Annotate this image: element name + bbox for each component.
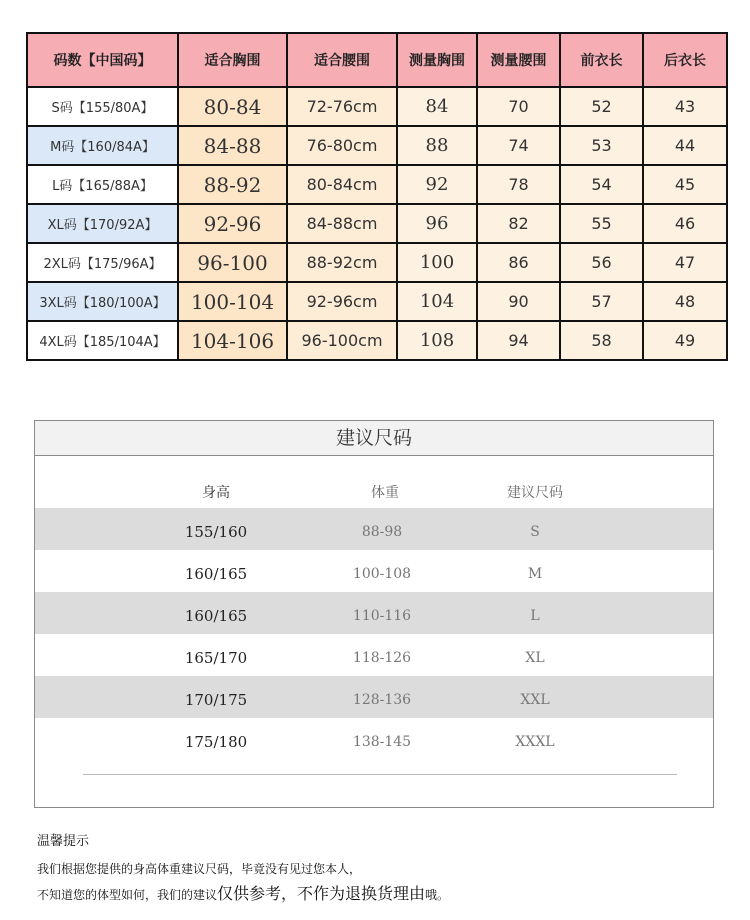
table-row — [27, 165, 727, 204]
cell-back-length: 48 — [643, 282, 727, 321]
table-row — [27, 282, 727, 321]
cell-fit-chest: 100-104 — [178, 282, 287, 321]
recommendation-row — [35, 676, 713, 718]
cell-height: 160/165 — [184, 607, 248, 625]
cell-weight: 88-98 — [361, 524, 403, 540]
cell-back-length: 49 — [643, 321, 727, 360]
recommendation-row — [35, 718, 713, 760]
cell-front-length: 55 — [560, 204, 643, 243]
cell-size: XXL — [520, 692, 550, 708]
cell-measured-waist: 74 — [477, 126, 560, 165]
tips-text-line-1: 我们根据您提供的身高体重建议尺码，毕竟没有见过您本人， — [37, 862, 362, 876]
cell-front-length: 58 — [560, 321, 643, 360]
header-front-length: 前衣长 — [560, 33, 643, 87]
cell-height: 170/175 — [184, 691, 248, 709]
cell-fit-chest: 84-88 — [178, 126, 287, 165]
cell-fit-chest: 80-84 — [178, 87, 287, 126]
cell-back-length: 47 — [643, 243, 727, 282]
cell-size: XL码【170/92A】 — [27, 204, 178, 243]
recommendation-header-row — [35, 456, 713, 508]
cell-measured-waist: 90 — [477, 282, 560, 321]
header-back-length: 后衣长 — [643, 33, 727, 87]
header-measured-waist: 测量腰围 — [477, 33, 560, 87]
recommendation-row — [35, 550, 713, 592]
cell-front-length: 56 — [560, 243, 643, 282]
cell-fit-chest: 88-92 — [178, 165, 287, 204]
header-measured-chest: 测量胸围 — [397, 33, 477, 87]
recommendation-row — [35, 634, 713, 676]
cell-size: XXXL — [515, 734, 555, 750]
header-fit-chest: 适合胸围 — [178, 33, 287, 87]
cell-fit-waist: 76-80cm — [287, 126, 397, 165]
cell-measured-chest: 104 — [397, 282, 477, 321]
cell-weight: 138-145 — [352, 734, 412, 750]
recommendation-divider — [83, 774, 677, 775]
cell-fit-waist: 92-96cm — [287, 282, 397, 321]
cell-height: 165/170 — [184, 649, 248, 667]
header-weight: 体重 — [371, 485, 399, 501]
cell-measured-waist: 94 — [477, 321, 560, 360]
cell-measured-waist: 78 — [477, 165, 560, 204]
table-row — [27, 321, 727, 360]
cell-fit-waist: 96-100cm — [287, 321, 397, 360]
cell-front-length: 52 — [560, 87, 643, 126]
cell-fit-chest: 96-100 — [178, 243, 287, 282]
cell-measured-chest: 108 — [397, 321, 477, 360]
size-recommendation-panel — [34, 420, 714, 808]
cell-size: L码【165/88A】 — [27, 165, 178, 204]
cell-size: XL — [525, 650, 545, 666]
header-size: 码数【中国码】 — [27, 33, 178, 87]
cell-fit-waist: 72-76cm — [287, 87, 397, 126]
cell-size: 4XL码【185/104A】 — [27, 321, 178, 360]
cell-back-length: 43 — [643, 87, 727, 126]
table-row — [27, 126, 727, 165]
cell-fit-waist: 84-88cm — [287, 204, 397, 243]
cell-height: 155/160 — [184, 523, 248, 541]
table-row — [27, 87, 727, 126]
cell-size: 3XL码【180/100A】 — [27, 282, 178, 321]
cell-measured-waist: 82 — [477, 204, 560, 243]
tips-emphasis-text: 仅供参考，不作为退换货理由 — [217, 884, 426, 903]
cell-size: 2XL码【175/96A】 — [27, 243, 178, 282]
tips-text-line-2-start: 不知道您的体型如何，我们的建议 — [37, 888, 218, 902]
cell-measured-chest: 100 — [397, 243, 477, 282]
table-row — [27, 243, 727, 282]
cell-height: 175/180 — [184, 733, 248, 751]
cell-weight: 118-126 — [352, 650, 412, 666]
size-chart-header-row — [27, 33, 727, 87]
cell-height: 160/165 — [184, 565, 248, 583]
recommendation-row — [35, 592, 713, 634]
cell-front-length: 54 — [560, 165, 643, 204]
cell-back-length: 45 — [643, 165, 727, 204]
tips-text-line-2 — [37, 881, 449, 904]
recommendation-row — [35, 508, 713, 550]
cell-weight: 100-108 — [352, 566, 412, 582]
recommendation-title: 建议尺码 — [35, 421, 713, 456]
cell-size: S码【155/80A】 — [27, 87, 178, 126]
cell-measured-chest: 96 — [397, 204, 477, 243]
cell-weight: 128-136 — [352, 692, 412, 708]
cell-back-length: 46 — [643, 204, 727, 243]
cell-fit-chest: 104-106 — [178, 321, 287, 360]
cell-back-length: 44 — [643, 126, 727, 165]
tips-text-line-2-end: 哦。 — [425, 888, 450, 902]
header-recommended-size: 建议尺码 — [507, 485, 563, 501]
cell-measured-waist: 70 — [477, 87, 560, 126]
tips-title: 温馨提示 — [37, 834, 90, 849]
size-chart-table — [26, 32, 728, 361]
cell-fit-waist: 88-92cm — [287, 243, 397, 282]
cell-weight: 110-116 — [352, 608, 412, 624]
cell-size: S — [530, 524, 540, 540]
cell-fit-waist: 80-84cm — [287, 165, 397, 204]
cell-size: M — [527, 566, 543, 582]
cell-front-length: 57 — [560, 282, 643, 321]
cell-size: M码【160/84A】 — [27, 126, 178, 165]
cell-measured-waist: 86 — [477, 243, 560, 282]
cell-measured-chest: 84 — [397, 87, 477, 126]
cell-measured-chest: 88 — [397, 126, 477, 165]
table-row — [27, 204, 727, 243]
header-fit-waist: 适合腰围 — [287, 33, 397, 87]
cell-measured-chest: 92 — [397, 165, 477, 204]
header-height: 身高 — [202, 485, 230, 501]
cell-fit-chest: 92-96 — [178, 204, 287, 243]
cell-front-length: 53 — [560, 126, 643, 165]
cell-size: L — [530, 608, 540, 624]
